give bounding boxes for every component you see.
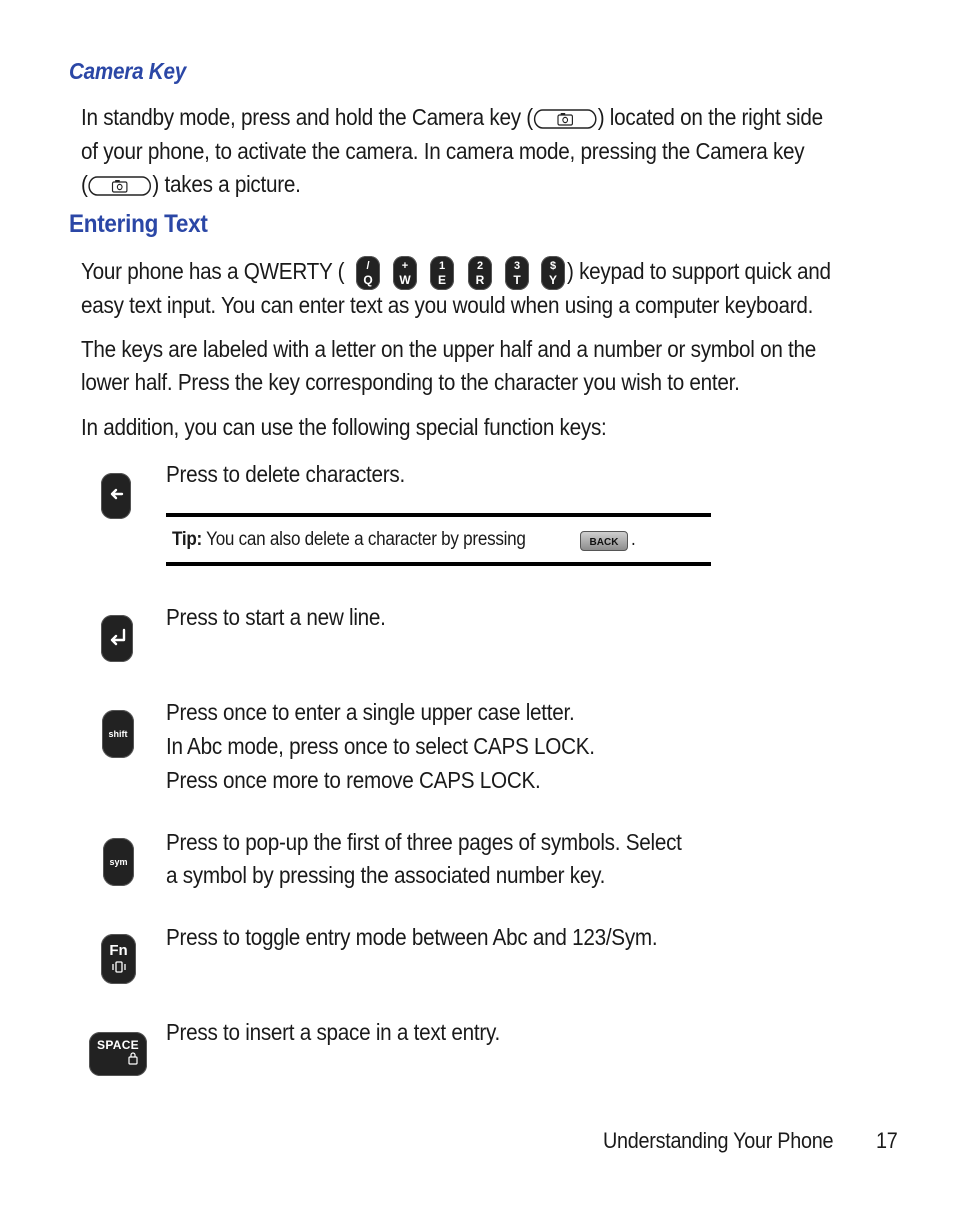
shift-key-description-line-2: In Abc mode, press once to select CAPS LOCK. [166, 733, 595, 759]
shift-key-description-line-1: Press once to enter a single upper case letter. [166, 699, 575, 725]
special-keys-intro: In addition, you can use the following special function keys: [81, 414, 607, 440]
camera-paragraph-line-1 [81, 101, 823, 135]
qwerty-key-e-icon: 1 E [430, 256, 454, 290]
camera-key-icon [533, 108, 598, 130]
enter-arrow-icon [101, 615, 133, 662]
keys-paragraph-line-2: lower half. Press the key corresponding to the character you wish to enter. [81, 369, 740, 395]
qwerty-paragraph-line-1-a: Your phone has a QWERTY ( [81, 258, 345, 284]
sym-key-description-line-2: a symbol by pressing the associated number key. [166, 862, 606, 888]
camera-text-3b: ) takes a picture. [152, 171, 301, 197]
camera-text-3a: ( [81, 171, 88, 197]
camera-text-1b: ) located on the right side [597, 104, 823, 130]
qwerty-key-w-icon: + W [393, 256, 417, 290]
tip-label: Tip: [172, 529, 202, 550]
lock-icon [89, 1052, 147, 1068]
qwerty-key-t-icon: 3 T [505, 256, 529, 290]
space-key-icon: SPACE [89, 1032, 147, 1076]
section-heading-camera-key: Camera Key [69, 58, 186, 84]
space-key-description: Press to insert a space in a text entry. [166, 1019, 500, 1045]
qwerty-key-y-icon: $ Y [541, 256, 565, 290]
qwerty-keys-row [352, 256, 572, 292]
backspace-arrow-icon [101, 473, 131, 519]
delete-key-description: Press to delete characters. [166, 461, 405, 487]
camera-key-icon [88, 175, 153, 197]
sym-key-icon: sym [103, 838, 134, 886]
shift-key-icon: shift [102, 710, 134, 758]
qwerty-paragraph-line-2: easy text input. You can enter text as you would when using a computer keyboard. [81, 292, 814, 318]
tip-top-rule [166, 513, 711, 517]
tip-end: . [631, 529, 636, 550]
tip-body: You can also delete a character by pressing [206, 529, 526, 550]
camera-text-1a: In standby mode, press and hold the Camera key ( [81, 104, 533, 130]
footer-page-number: 17 [876, 1128, 898, 1153]
enter-key-description: Press to start a new line. [166, 604, 386, 630]
camera-paragraph-line-3 [81, 168, 301, 202]
qwerty-paragraph-line-1-b: ) keypad to support quick and [567, 258, 831, 284]
fn-key-icon: Fn [101, 934, 136, 984]
qwerty-key-q-icon: / Q [356, 256, 380, 290]
backspace-key-icon [101, 473, 131, 519]
keys-paragraph-line-1: The keys are labeled with a letter on the upper half and a number or symbol on the [81, 336, 817, 362]
back-key-icon: BACK [580, 531, 628, 551]
camera-paragraph-line-2: of your phone, to activate the camera. In camera mode, pressing the Camera key [81, 138, 805, 164]
fn-key-description: Press to toggle entry mode between Abc and 123/Sym. [166, 924, 658, 950]
tip-bottom-rule [166, 562, 711, 566]
section-heading-entering-text: Entering Text [69, 210, 208, 238]
vibrate-icon [111, 960, 127, 974]
sym-key-description-line-1: Press to pop-up the first of three pages of symbols. Select [166, 829, 682, 855]
qwerty-key-r-icon: 2 R [468, 256, 492, 290]
enter-key-icon [101, 615, 133, 662]
shift-key-description-line-3: Press once more to remove CAPS LOCK. [166, 767, 541, 793]
tip-text [172, 528, 526, 552]
footer-section-title: Understanding Your Phone [603, 1128, 834, 1153]
